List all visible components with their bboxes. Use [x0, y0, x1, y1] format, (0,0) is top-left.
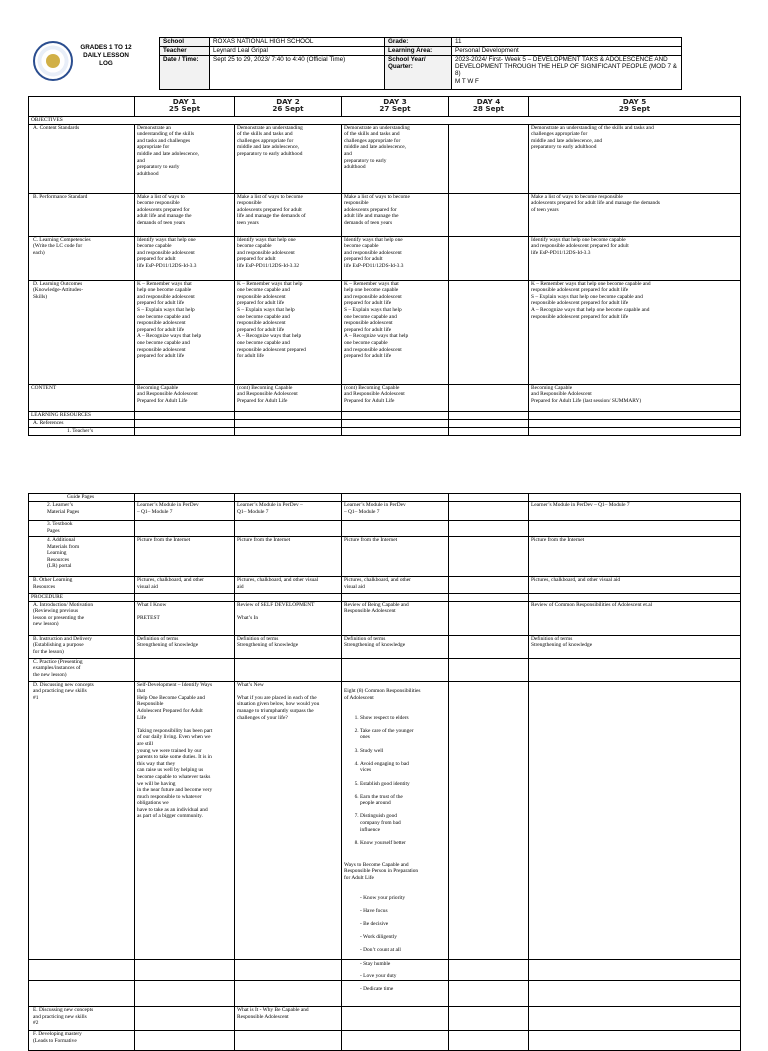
- day1-cell: Make a list of ways to become responsible adolescents prepared for adult life and manage the demands of teen years: [135, 193, 235, 236]
- day2-cell: Identify ways that help one become capable and responsible adolescent prepared for adult life EsP-PD11/12DS-Id-3.32: [235, 236, 342, 280]
- day3-header: DAY 3 27 Sept: [342, 97, 449, 117]
- guide-pages-row: [29, 494, 741, 502]
- day1-cell: K – Remember ways that help one become capable and responsible adolescent prepared for adult life S – Explain ways that help one become capable and responsible adolescent prepared for adult life A – Recognize ways that help one become capable and responsible adolescent prepared for adult life: [135, 280, 235, 384]
- responsibilities-list: [344, 708, 446, 853]
- row-label: A. References: [29, 419, 135, 427]
- day4-cell: [449, 384, 529, 411]
- row-label: E. Discussing new concepts and practicing new skills #2: [29, 1007, 135, 1031]
- day1-cell: Self-Development – Identify Ways that Help One Become Capable and Responsible Adolescent Prepared for Adult Life Taking responsibility has been part of our daily living. Even when we are still young we were trained by our parents to take some duties. It is in this way that they can raise us well by helping us become capable to whatever tasks we will be having in the near future and become very much responsible to whatever obligations we have to take as an individual and as part of a bigger community.: [135, 681, 235, 981]
- day5-header: DAY 5 29 Sept: [529, 97, 741, 117]
- day-header-row: [29, 97, 741, 117]
- date-time-label: Date / Time:: [160, 56, 210, 90]
- day1-header: DAY 1 25 Sept: [135, 97, 235, 117]
- learners-material-row: [29, 502, 741, 521]
- day3-cell: Learner’s Module in PerDev – Q1– Module 7: [342, 502, 449, 521]
- list-item: - Know your priority: [360, 895, 446, 902]
- list-item: 5. Establish good identity: [360, 781, 446, 788]
- list-item: - Dedicate time: [360, 986, 446, 993]
- row-label: B. Performance Standard: [29, 193, 135, 236]
- row-label: 1. Teacher’s: [29, 427, 135, 435]
- day2-cell: Learner’s Module in PerDev – Q1– Module 7: [235, 502, 342, 521]
- content-row: [29, 384, 741, 411]
- introduction-row: [29, 601, 741, 635]
- teachers-guide-row: [29, 427, 741, 435]
- list-item: - Have focus: [360, 908, 446, 915]
- list-item: 8. Know yourself better: [360, 840, 446, 847]
- teacher-label: Teacher: [160, 47, 210, 56]
- day4-cell: [449, 124, 529, 193]
- row-label: B. Other Learning Resources: [29, 577, 135, 594]
- day4-cell: [449, 502, 529, 521]
- day5-cell: Picture from the Internet: [529, 537, 741, 577]
- row-label: D. Discussing new concepts and practicing new skills #1: [29, 681, 135, 981]
- responsibilities-intro: Eight (8) Common Responsibilities of Adolescent: [344, 688, 421, 701]
- row-label: LEARNING RESOURCES: [29, 411, 135, 419]
- day4-cell: [449, 193, 529, 236]
- day5-cell: Make a list of ways to become responsible adolescents prepared for adult life and manage the demands of teen years: [529, 193, 741, 236]
- deped-seal-logo: [33, 41, 73, 81]
- row-label: Guide Pages: [29, 494, 135, 502]
- teacher-value: Leynard Leal Gripal: [210, 47, 385, 56]
- list-item: - Work diligently: [360, 934, 446, 941]
- day5-cell: [529, 681, 741, 981]
- day4-cell: [449, 236, 529, 280]
- day2-header: DAY 2 26 Sept: [235, 97, 342, 117]
- quarter-label: School Year/ Quarter:: [385, 56, 452, 90]
- lesson-log-table-page3: [28, 959, 741, 1051]
- list-item: - Stay humble: [360, 961, 446, 968]
- day5-cell: Review of Common Responsibilities of Adolescent et.al: [529, 601, 741, 635]
- discussing-concepts-2-row: [29, 1007, 741, 1031]
- day3-cell: Make a list of ways to become responsible adolescents prepared for adult life and manage the demands of teen years: [342, 193, 449, 236]
- row-label: 3. Textbook Pages: [29, 521, 135, 537]
- day1-cell: Pictures, chalkboard, and other visual aid: [135, 577, 235, 594]
- day3-cell: Picture from the Internet: [342, 537, 449, 577]
- quarter-value: 2023-2024/ First- Week 5 – DEVELOPMENT TAKS & ADOLESCENCE AND DEVELOPMENT THROUGH THE HELP OF SIGNIFICANT PEOPLE (MOD 7 & 8) M T W F: [452, 56, 682, 90]
- row-label: 2. Learner’s Material Pages: [29, 502, 135, 521]
- day4-cell: [449, 601, 529, 635]
- list-item: - Love your duty: [360, 973, 446, 980]
- learning-area-label: Learning Area:: [385, 47, 452, 56]
- school-label: School: [160, 38, 210, 47]
- ways-intro: Ways to Become Capable and Responsible Person in Preparation for Adult Life: [344, 861, 419, 881]
- list-item: 3. Study well: [360, 748, 446, 755]
- list-item: 4. Avoid engaging to bad vices: [360, 761, 446, 774]
- row-label: B. Instruction and Delivery (Establishing a purpose for the lesson): [29, 635, 135, 658]
- day4-cell: [449, 537, 529, 577]
- day2-cell: What is It - Why Be Capable and Responsible Adolescent: [235, 1007, 342, 1031]
- performance-standard-row: [29, 193, 741, 236]
- day3-cell: [342, 960, 449, 1007]
- day4-header: DAY 4 28 Sept: [449, 97, 529, 117]
- row-label: 4. Additional Materials from Learning Resources (LR) portal: [29, 537, 135, 577]
- row-label: PROCEDURE: [29, 594, 135, 602]
- day3-cell: Demonstrate an understanding of the skills and tasks and challenges appropriate for middle and late adolescence, and preparatory to early adulthood: [342, 124, 449, 193]
- procedure-row: [29, 594, 741, 602]
- row-label: D. Learning Outcomes (Knowledge-Attitudes- Skills): [29, 280, 135, 384]
- day5-cell: Demonstrate an understanding of the skills and tasks and challenges appropriate for middle and late adolescence, and preparatory to early adulthood: [529, 124, 741, 193]
- day4-cell: [449, 681, 529, 981]
- row-label: A. Content Standards: [29, 124, 135, 193]
- school-value: ROXAS NATIONAL HIGH SCHOOL: [210, 38, 385, 47]
- day4-cell: [449, 280, 529, 384]
- day-header-blank: [29, 97, 135, 117]
- row-label: C. Practice (Presenting examples/instances of the new lesson): [29, 658, 135, 681]
- day5-cell: Pictures, chalkboard, and other visual aid: [529, 577, 741, 594]
- objectives-heading: OBJECTIVES: [29, 117, 741, 125]
- learning-resources-row: [29, 411, 741, 419]
- list-item: 6. Earn the trust of the people around: [360, 794, 446, 807]
- other-resources-row: [29, 577, 741, 594]
- list-item: - Be decisive: [360, 921, 446, 928]
- day2-cell: Pictures, chalkboard, and other visual aid: [235, 577, 342, 594]
- row-label: C. Learning Competencies (Write the LC code for each): [29, 236, 135, 280]
- day5-cell: Identify ways that help one become capable and responsible adolescent prepared for adult life EsP-PD11/12DS-Id-3.3: [529, 236, 741, 280]
- learning-area-value: Personal Development: [452, 47, 682, 56]
- header-info-table: [159, 37, 682, 90]
- grade-label: Grade:: [385, 38, 452, 47]
- list-item: 2. Take care of the younger ones: [360, 728, 446, 741]
- day4-cell: [449, 635, 529, 658]
- grade-value: 11: [452, 38, 682, 47]
- list-item: 1. Show respect to elders: [360, 715, 446, 722]
- textbook-pages-row: [29, 521, 741, 537]
- row-label: F. Developing mastery (Leads to Formative: [29, 1031, 135, 1051]
- list-item: 7. Distinguish good company from bad influence: [360, 813, 446, 833]
- day1-cell: Becoming Capable and Responsible Adolescent Prepared for Adult Life: [135, 384, 235, 411]
- day5-cell: Becoming Capable and Responsible Adolescent Prepared for Adult Life (last session/ SUMMARY): [529, 384, 741, 411]
- day2-cell: K – Remember ways that help one become capable and responsible adolescent prepared for adult life S – Explain ways that help one become capable and responsible adolescent prepared for adult life A – Recognize ways that help one become capable and responsible adolescent prepared for adult life: [235, 280, 342, 384]
- content-standards-row: [29, 124, 741, 193]
- developing-mastery-row: [29, 1031, 741, 1051]
- day3-cell: Review of Being Capable and Responsible Adolescent: [342, 601, 449, 635]
- row-label: A. Introduction/ Motivation (Reviewing previous lesson or presenting the new lesson): [29, 601, 135, 635]
- day4-cell: [449, 577, 529, 594]
- day2-cell: What’s New What if you are placed in each of the situation given below, how would you manage to triumphantly surpass the challenges of your life?: [235, 681, 342, 981]
- day2-cell: Make a list of ways to become responsible adolescents prepared for adult life and manage the demands of teen years: [235, 193, 342, 236]
- day2-cell: Demonstrate an understanding of the skills and tasks and challenges appropriate for middle and late adolescence, preparatory to early adulthood: [235, 124, 342, 193]
- references-row: [29, 419, 741, 427]
- day3-cell: [342, 681, 449, 981]
- date-time-value: Sept 25 to 29, 2023/ 7:40 to 4:40 (Official Time): [210, 56, 385, 90]
- day5-cell: K – Remember ways that help one become capable and responsible adolescent prepared for adult life S – Explain ways that help one become capable and responsible adolescent prepared for adult life A – Recognize ways that help one become capable and responsible adolescent prepared for adult life: [529, 280, 741, 384]
- day1-cell: Picture from the Internet: [135, 537, 235, 577]
- lesson-log-table-page1: [28, 96, 741, 436]
- day2-cell: Review of SELF DEVELOPMENT What’s In: [235, 601, 342, 635]
- day3-cell: (cont) Becoming Capable and Responsible Adolescent Prepared for Adult Life: [342, 384, 449, 411]
- instruction-delivery-row: [29, 635, 741, 658]
- day3-cell: K – Remember ways that help one become capable and responsible adolescent prepared for adult life S – Explain ways that help one become capable and responsible adolescent prepared for adult life A – Recognize ways that help one become capable and responsible adolescent prepared for adult life: [342, 280, 449, 384]
- row-label: CONTENT: [29, 384, 135, 411]
- day5-cell: Learner’s Module in PerDev – Q1– Module 7: [529, 502, 741, 521]
- day1-cell: Learner’s Module in PerDev – Q1– Module 7: [135, 502, 235, 521]
- day3-cell: Pictures, chalkboard, and other visual aid: [342, 577, 449, 594]
- day1-cell: Definition of terms Strengthening of knowledge: [135, 635, 235, 658]
- discussing-continued-row: [29, 960, 741, 1007]
- learning-outcomes-row: [29, 280, 741, 384]
- learning-competencies-row: [29, 236, 741, 280]
- day2-cell: Definition of terms Strengthening of knowledge: [235, 635, 342, 658]
- lesson-log-table-page2: [28, 493, 741, 981]
- discussing-concepts-1-row: [29, 681, 741, 981]
- additional-materials-row: [29, 537, 741, 577]
- ways-list-continued: [344, 967, 446, 1000]
- day3-cell: Identify ways that help one become capable and responsible adolescent prepared for adult life EsP-PD11/12DS-Id-3.3: [342, 236, 449, 280]
- day2-cell: (cont) Becoming Capable and Responsible Adolescent Prepared for Adult Life: [235, 384, 342, 411]
- practice-row: [29, 658, 741, 681]
- day1-cell: What I Know PRETEST: [135, 601, 235, 635]
- day1-cell: Demonstrate an understanding of the skills and tasks and challenges appropriate for middle and late adolescence, and preparatory to early adulthood: [135, 124, 235, 193]
- dll-title: GRADES 1 TO 12 DAILY LESSON LOG: [80, 44, 132, 67]
- day3-cell: Definition of terms Strengthening of knowledge: [342, 635, 449, 658]
- day2-cell: Picture from the Internet: [235, 537, 342, 577]
- day5-cell: Definition of terms Strengthening of knowledge: [529, 635, 741, 658]
- list-item: - Don’t count at all: [360, 947, 446, 954]
- day1-cell: Identify ways that help one become capable and responsible adolescent prepared for adult life EsP-PD11/12DS-Id-3.3: [135, 236, 235, 280]
